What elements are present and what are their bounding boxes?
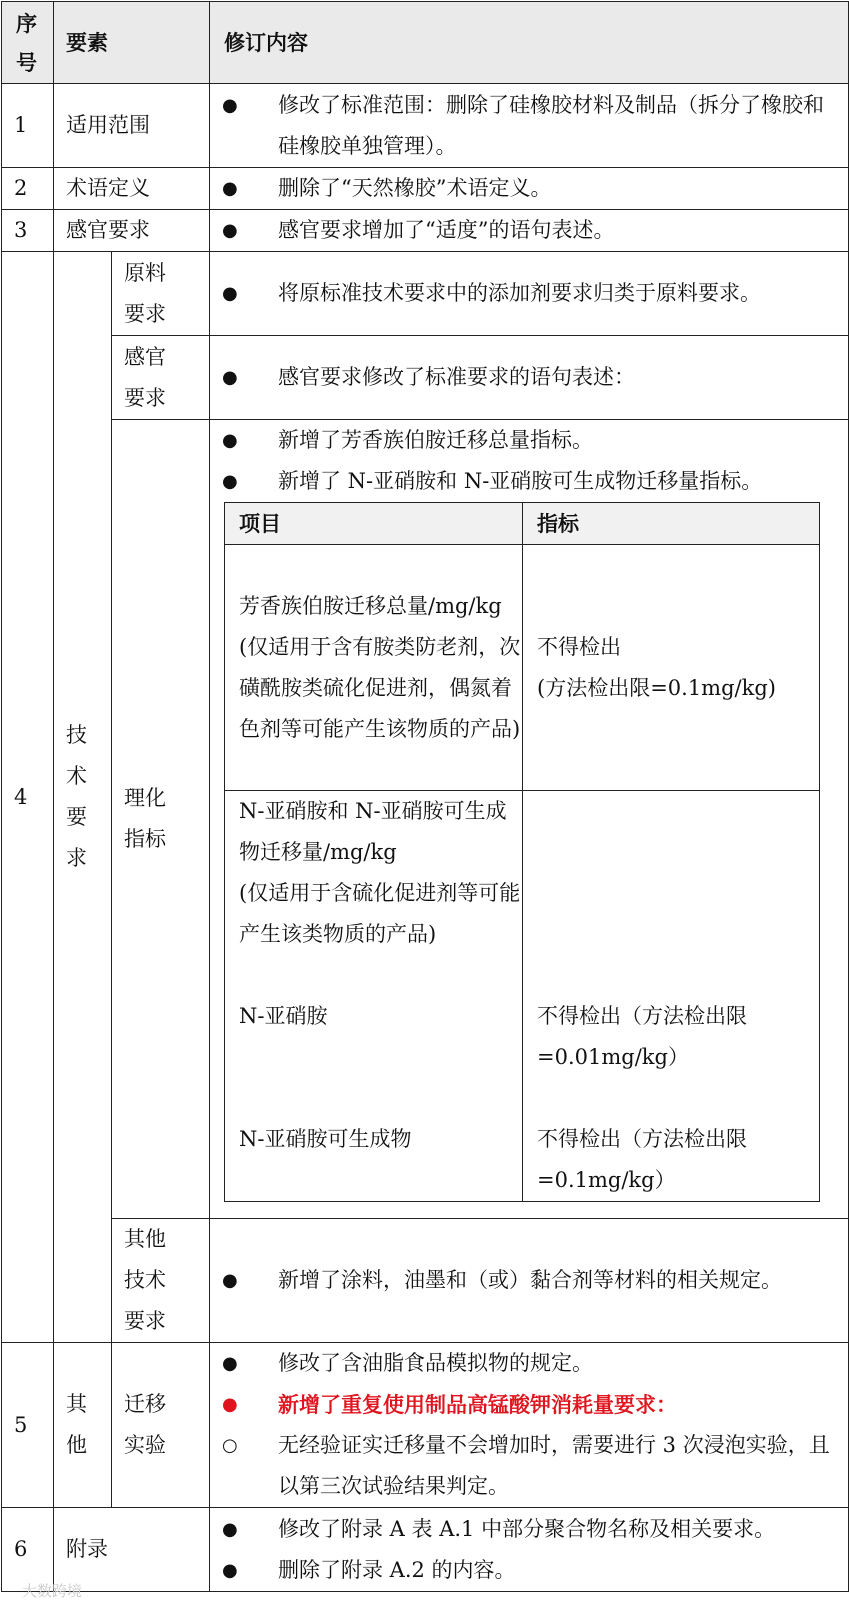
bullet-icon: ● [222, 94, 238, 116]
hollow-bullet-icon: ○ [222, 1435, 238, 1456]
bullet-item: ● 新增了芳香族伯胺迁移总量指标。 [222, 420, 842, 461]
sub-element: 原料要求 [112, 252, 210, 336]
bullet-item: ● 修改了标准范围：删除了硅橡胶材料及制品（拆分了橡胶和硅橡胶单独管理）。 [222, 85, 842, 167]
bullet-item: ● 感官要求增加了“适度”的语句表述。 [222, 210, 842, 251]
row-element: 适用范围 [54, 84, 210, 168]
bullet-icon: ● [222, 1518, 238, 1540]
bullet-item: ● 将原标准技术要求中的添加剂要求归类于原料要求。 [222, 273, 842, 314]
row-content [210, 168, 849, 210]
bullet-icon: ● [222, 1353, 238, 1374]
row-content [210, 210, 849, 252]
row-content [210, 252, 849, 336]
bullet-icon: ● [222, 283, 238, 304]
header-element: 要素 [54, 2, 210, 84]
indicator-header [225, 503, 820, 545]
bullet-icon: ● [222, 1559, 238, 1581]
indicator-item: 芳香族伯胺迁移总量/mg/kg (仅适用于含有胺类防老剂，次磺酰胺类硫化促进剂，偶氮着色剂等可能产生该物质的产品) [225, 545, 523, 791]
sub-bullet-item: ○ 无经验证实迁移量不会增加时，需要进行 3 次浸泡实验，且以第三次试验结果判定。 [222, 1425, 842, 1507]
indicator-table [224, 502, 820, 1202]
watermark: 大数跨境 [22, 1582, 83, 1600]
header-number: 序号 [2, 2, 54, 84]
revision-table [1, 1, 849, 1592]
bullet-item: ● 删除了附录 A.2 的内容。 [222, 1550, 842, 1591]
bullet-item: ● 修改了附录 A 表 A.1 中部分聚合物名称及相关要求。 [222, 1509, 842, 1550]
row-content [210, 1343, 849, 1508]
row-3 [2, 210, 849, 252]
row-element: 其他 [54, 1343, 112, 1508]
bullet-item: ● 新增了 N-亚硝胺和 N-亚硝胺可生成物迁移量指标。 [222, 461, 842, 502]
row-content [210, 420, 849, 1219]
row-2 [2, 168, 849, 210]
header-content: 修订内容 [210, 2, 849, 84]
row-element: 术语定义 [54, 168, 210, 210]
row-number: 5 [2, 1343, 54, 1508]
sub-element: 其他技术要求 [112, 1219, 210, 1343]
indicator-value: 不得检出（方法检出限=0.01mg/kg） 不得检出（方法检出限=0.1mg/kg） [523, 791, 820, 1202]
header-row [2, 2, 849, 84]
bullet-item: ● 删除了“天然橡胶”术语定义。 [222, 168, 842, 209]
bullet-icon: ● [222, 367, 238, 388]
bullet-icon: ● [222, 220, 238, 241]
bullet-item-highlight: ● 新增了重复使用制品高锰酸钾消耗量要求： [222, 1384, 842, 1425]
row-number: 3 [2, 210, 54, 252]
bullet-icon: ● [222, 471, 238, 492]
row-number: 6 [2, 1508, 54, 1592]
indicator-header-item: 项目 [225, 503, 523, 545]
row-4-sub-physchem [2, 420, 849, 1219]
bullet-icon: ● [222, 178, 238, 199]
bullet-item: ● 修改了含油脂食品模拟物的规定。 [222, 1343, 842, 1384]
sub-element: 理化指标 [112, 420, 210, 1219]
row-1 [2, 84, 849, 168]
sub-element: 迁移实验 [112, 1343, 210, 1508]
bullet-icon: ● [222, 430, 238, 451]
row-content [210, 1508, 849, 1592]
indicator-row [225, 791, 820, 1202]
indicator-value: 不得检出 (方法检出限=0.1mg/kg) [523, 545, 820, 791]
indicator-header-value: 指标 [523, 503, 820, 545]
sub-element: 感官要求 [112, 336, 210, 420]
row-5 [2, 1343, 849, 1508]
row-4-sub-sensory [2, 336, 849, 420]
bullet-icon: ● [222, 1394, 238, 1415]
indicator-item: N-亚硝胺和 N-亚硝胺可生成物迁移量/mg/kg (仅适用于含硫化促进剂等可能产生该类物质的产品) N-亚硝胺 N-亚硝胺可生成物 [225, 791, 523, 1202]
row-element: 技术要求 [54, 252, 112, 1343]
row-number: 4 [2, 252, 54, 1343]
row-number: 2 [2, 168, 54, 210]
row-4-sub-other [2, 1219, 849, 1343]
row-number: 1 [2, 84, 54, 168]
bullet-item: ● 感官要求修改了标准要求的语句表述： [222, 357, 842, 398]
row-4-sub-raw-material [2, 252, 849, 336]
row-element: 感官要求 [54, 210, 210, 252]
indicator-row [225, 545, 820, 791]
row-content [210, 1219, 849, 1343]
bullet-item: ● 新增了涂料，油墨和（或）黏合剂等材料的相关规定。 [222, 1260, 842, 1301]
row-content [210, 84, 849, 168]
bullet-icon: ● [222, 1270, 238, 1291]
row-6 [2, 1508, 849, 1592]
row-content [210, 336, 849, 420]
row-element: 附录 [54, 1508, 210, 1592]
